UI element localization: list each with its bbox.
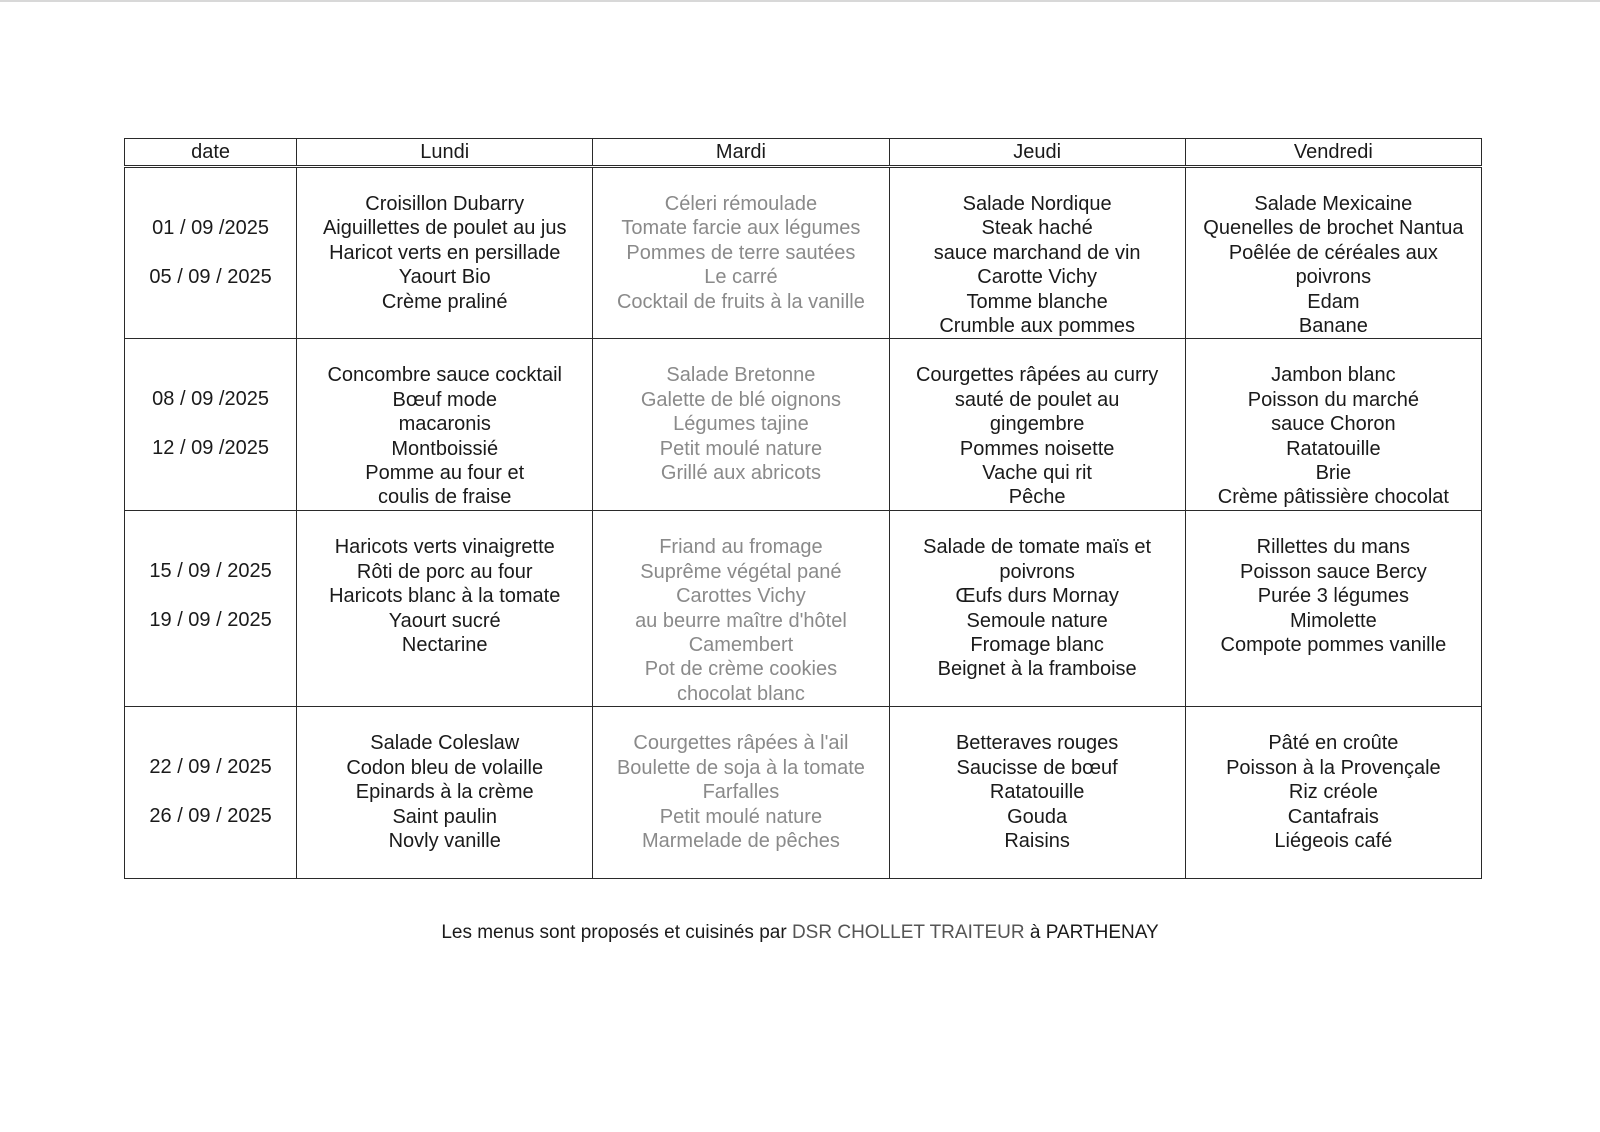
dish-item: Fromage blanc <box>970 634 1104 657</box>
dish-item: au beurre maître d'hôtel <box>635 609 847 632</box>
dish-item: Suprême végétal pané <box>640 560 842 583</box>
dish-item: poivrons <box>1295 266 1372 289</box>
dish-item: Riz créole <box>1288 781 1378 804</box>
dish-item: Poisson sauce Bercy <box>1239 560 1427 583</box>
dish-item: Petit moulé nature <box>659 805 823 828</box>
dish-item: Haricot verts en persillade <box>329 241 561 264</box>
dish-item: Cocktail de fruits à la vanille <box>616 290 865 313</box>
dish-item: Saint paulin <box>392 805 497 828</box>
week-row <box>125 167 1482 339</box>
dish-item: Novly vanille <box>388 829 501 852</box>
week-row <box>125 707 1482 879</box>
dish-item: Petit moulé nature <box>659 437 823 460</box>
menu-cell-lundi <box>297 707 593 879</box>
dish-item: Légumes tajine <box>673 413 809 436</box>
header-lundi: Lundi <box>297 139 593 167</box>
dish-item: Poisson à la Provençale <box>1226 756 1441 779</box>
dish-item: Liégeois café <box>1274 829 1393 852</box>
dish-item: Farfalles <box>702 781 780 804</box>
dish-item: sauce marchand de vin <box>933 241 1141 264</box>
dish-item: Camembert <box>688 634 794 657</box>
dish-item: Marmelade de pêches <box>641 829 840 852</box>
header-row <box>125 139 1482 167</box>
dish-item: Beignet à la framboise <box>937 658 1137 681</box>
week-date-cell <box>125 339 297 511</box>
dish-item: Yaourt Bio <box>398 266 491 289</box>
dish-item: Gouda <box>1007 805 1068 828</box>
dish-item: Montboissié <box>391 437 499 460</box>
menu-cell-jeudi <box>889 167 1185 339</box>
dish-item: Cantafrais <box>1287 805 1379 828</box>
dish-item: Nectarine <box>401 634 488 657</box>
dish-item: Pommes noisette <box>959 437 1115 460</box>
dish-item: Œufs durs Mornay <box>955 585 1119 608</box>
dish-item: Haricots blanc à la tomate <box>329 585 561 608</box>
dish-item: Pêche <box>1008 486 1066 509</box>
menu-cell-mardi <box>593 707 889 879</box>
week-start-date: 15 / 09 / 2025 <box>149 560 272 583</box>
dish-item: Boulette de soja à la tomate <box>616 756 865 779</box>
week-date-cell <box>125 707 297 879</box>
dish-item: Ratatouille <box>989 781 1085 804</box>
menu-cell-lundi <box>297 339 593 511</box>
menu-table <box>124 138 1482 879</box>
header-mardi: Mardi <box>593 139 889 167</box>
week-start-date: 22 / 09 / 2025 <box>149 756 272 779</box>
dish-item: Codon bleu de volaille <box>346 756 544 779</box>
menu-cell-jeudi <box>889 707 1185 879</box>
week-row <box>125 339 1482 511</box>
menu-cell-jeudi <box>889 511 1185 707</box>
dish-item: Croisillon Dubarry <box>365 193 525 215</box>
dish-item: Saucisse de bœuf <box>956 756 1118 779</box>
dish-item: Pâté en croûte <box>1268 732 1399 755</box>
week-date-cell <box>125 167 297 339</box>
dish-item: poivrons <box>999 560 1075 583</box>
dish-item: Yaourt sucré <box>388 609 501 632</box>
week-end-date: 05 / 09 / 2025 <box>149 265 272 288</box>
dish-item: Céleri rémoulade <box>664 193 818 215</box>
dish-item: Salade Mexicaine <box>1254 193 1413 215</box>
dish-item: Galette de blé oignons <box>640 388 841 411</box>
page-top-edge <box>0 0 1600 2</box>
dish-item: Rôti de porc au four <box>356 560 533 583</box>
dish-item: Carottes Vichy <box>676 585 806 608</box>
dish-item: Le carré <box>704 266 778 289</box>
dish-item: macaronis <box>398 413 491 436</box>
dish-item: Concombre sauce cocktail <box>327 364 562 387</box>
dish-item: Aiguillettes de poulet au jus <box>322 217 567 240</box>
menu-cell-mardi <box>593 511 889 707</box>
header-jeudi: Jeudi <box>889 139 1185 167</box>
dish-item: Jambon blanc <box>1271 364 1396 387</box>
header-date: date <box>125 139 297 167</box>
week-start-date: 08 / 09 /2025 <box>152 388 269 411</box>
menu-cell-mardi <box>593 167 889 339</box>
dish-item: Purée 3 légumes <box>1257 585 1409 608</box>
dish-item: Salade Bretonne <box>666 364 816 387</box>
menu-cell-vendredi <box>1185 707 1481 879</box>
menu-cell-vendredi <box>1185 339 1481 511</box>
dish-item: Compote pommes vanille <box>1220 634 1447 657</box>
week-date-cell <box>125 511 297 707</box>
dish-item: Poisson du marché <box>1247 388 1419 411</box>
dish-item: Semoule nature <box>966 609 1108 632</box>
dish-item: Rillettes du mans <box>1256 536 1411 559</box>
dish-item: Tomme blanche <box>966 290 1108 313</box>
dish-item: Salade Coleslaw <box>370 732 520 755</box>
dish-item: Courgettes râpées au curry <box>915 364 1159 387</box>
menu-cell-lundi <box>297 167 593 339</box>
week-row <box>125 511 1482 707</box>
dish-item: sauce Choron <box>1271 413 1396 436</box>
menu-cell-vendredi <box>1185 167 1481 339</box>
dish-item: Crème praliné <box>381 290 508 313</box>
header-vendredi: Vendredi <box>1185 139 1481 167</box>
dish-item: Pommes de terre sautées <box>626 241 856 264</box>
footer-text-before: Les menus sont proposés et cuisinés par <box>441 922 792 943</box>
dish-item: Poêlée de céréales aux <box>1228 241 1438 264</box>
dish-item: Courgettes râpées à l'ail <box>633 732 849 755</box>
menu-cell-vendredi <box>1185 511 1481 707</box>
footer-text-after: à PARTHENAY <box>1024 922 1159 943</box>
footer-brand: DSR CHOLLET TRAITEUR <box>791 922 1025 943</box>
week-end-date: 19 / 09 / 2025 <box>149 609 272 632</box>
dish-item: Salade de tomate maïs et <box>923 536 1152 559</box>
dish-item: Friand au fromage <box>659 536 823 559</box>
dish-item: coulis de fraise <box>378 486 512 509</box>
dish-item: Brie <box>1315 462 1352 485</box>
dish-item: Haricots verts vinaigrette <box>334 536 555 559</box>
week-end-date: 26 / 09 / 2025 <box>149 805 272 828</box>
dish-item: Carotte Vichy <box>977 266 1097 289</box>
dish-item: Raisins <box>1004 829 1070 852</box>
dish-item: Betteraves rouges <box>955 732 1119 755</box>
dish-item: gingembre <box>989 413 1085 436</box>
dish-item: Epinards à la crème <box>355 781 534 804</box>
menu-cell-lundi <box>297 511 593 707</box>
dish-item: Ratatouille <box>1286 437 1381 460</box>
dish-item: Steak haché <box>981 217 1093 240</box>
dish-item: Banane <box>1298 315 1368 338</box>
dish-item: Tomate farcie aux légumes <box>621 217 861 240</box>
dish-item: Crumble aux pommes <box>939 315 1135 338</box>
menu-cell-jeudi <box>889 339 1185 511</box>
week-start-date: 01 / 09 /2025 <box>152 217 269 239</box>
dish-item: Pomme au four et <box>365 462 525 485</box>
dish-item: Quenelles de brochet Nantua <box>1203 217 1464 240</box>
dish-item: sauté de poulet au <box>954 388 1120 411</box>
week-end-date: 12 / 09 /2025 <box>152 437 269 460</box>
dish-item: Pot de crème cookies <box>644 658 838 681</box>
menu-body <box>125 167 1482 879</box>
dish-item: Crème pâtissière chocolat <box>1217 486 1449 509</box>
dish-item: Vache qui rit <box>982 462 1092 485</box>
dish-item: chocolat blanc <box>676 682 805 705</box>
dish-item: Edam <box>1307 290 1360 313</box>
dish-item: Mimolette <box>1290 609 1377 632</box>
dish-item: Salade Nordique <box>962 193 1112 215</box>
dish-item: Bœuf mode <box>392 388 497 411</box>
dish-item: Grillé aux abricots <box>660 462 821 485</box>
footer-note <box>0 922 1600 944</box>
menu-cell-mardi <box>593 339 889 511</box>
